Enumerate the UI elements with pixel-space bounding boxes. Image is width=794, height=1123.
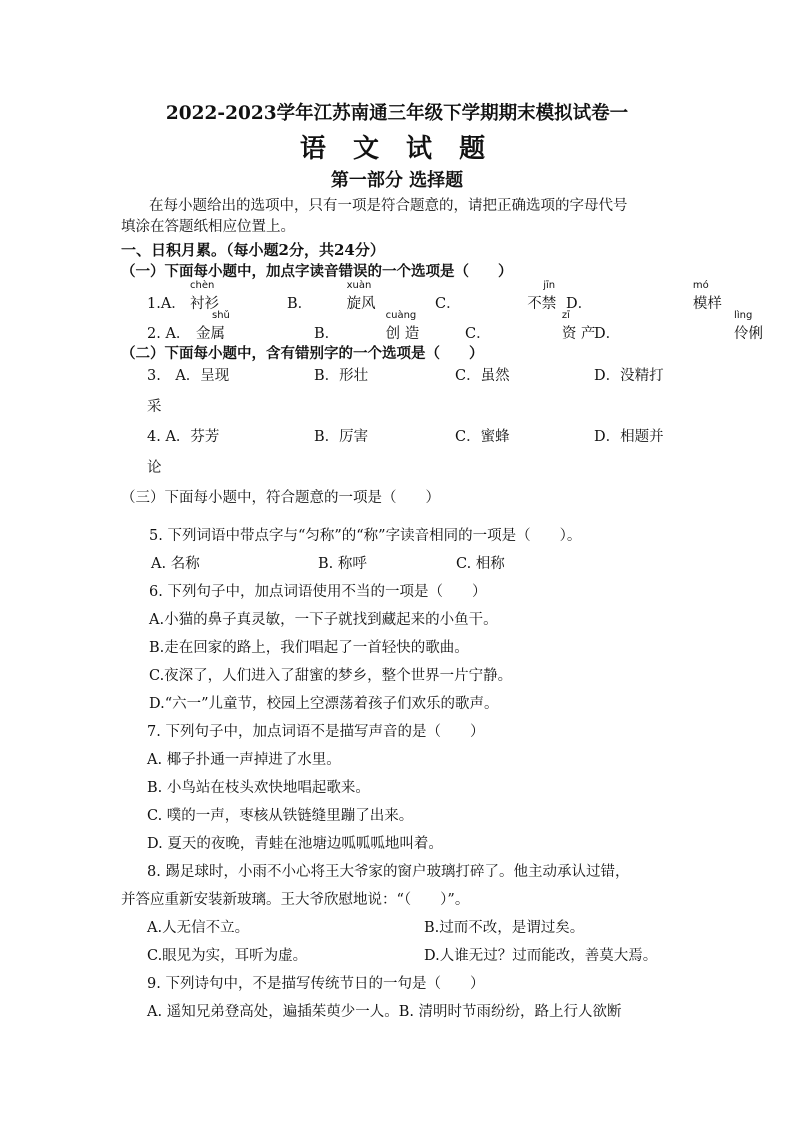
q7-option-d: D. 夏天的夜晚，青蛙在池塘边呱呱呱地叫着。 [147,836,443,852]
instruction-line-2: 填涂在答题纸相应位置上。 [121,219,295,235]
q5-stem: 5. 下列词语中带点字与“匀称”的“称”字读音相同的一项是（ ）。 [149,528,582,544]
q4-option-d: D．相题并 [594,429,664,445]
q6-option-b: B.走在回家的路上，我们唱起了一首轻快的歌曲。 [149,640,469,656]
q8-option-d: D.人谁无过？过而能改，善莫大焉。 [424,948,658,964]
q2-c-label: C． [465,326,491,342]
q1-option-b [346,280,376,314]
q6-option-d: D.“六一”儿童节，校园上空漂荡着孩子们欢乐的歌声。 [149,696,499,712]
q3-option-d-wrap: 采 [147,399,162,415]
q3-option-c: C．虽然 [455,368,510,384]
q7-stem: 7. 下列句子中，加点词语不是描写声音的是（ ） [147,724,485,740]
q2-d-label: D． [594,326,621,342]
q5-option-b: B. 称呼 [318,556,367,572]
q6-option-c: C.夜深了，人们进入了甜蜜的梦乡，整个世界一片宁静。 [149,668,513,684]
q1-c-word: 不禁 [527,296,557,312]
q1-number: 1.A． [147,296,186,312]
q9-stem: 9. 下列诗句中，不是描写传统节日的一句是（ ） [147,976,485,992]
q1-c-label: C． [435,296,461,312]
q1-d-pinyin: mó [692,280,709,291]
q5-option-a: A. 名称 [151,556,200,572]
q2-b-label: B． [314,326,340,342]
q2-d-pinyin: lìng [734,310,753,321]
q1-a-word: 衬衫 [190,296,219,312]
q2-c-pinyin: zī [561,310,570,321]
exam-title: 2022-2023学年江苏南通三年级下学期期末模拟试卷一 [165,103,629,124]
q1-c-pinyin: jīn [543,280,556,291]
q4-option-a: 4. A．芬芳 [147,429,220,445]
q2-a-word: 金属 [196,326,225,342]
q2-b-pinyin: cuàng [385,310,417,321]
q1-d-word: 模样 [692,296,722,312]
q2-option-a [196,310,230,344]
question-2 [0,310,794,344]
q3-option-d: D．没精打 [594,368,664,384]
subsection-1-heading: （一）下面每小题中，加点字读音错误的一个选项是（ ） [121,263,513,280]
subsection-3-heading: （三）下面每小题中，符合题意的一项是（ ） [121,490,440,506]
q2-option-b [385,310,420,344]
q3-option-b: B．形壮 [314,368,369,384]
q4-option-b: B．厉害 [314,429,369,445]
subject-title: 语 文 试 题 [299,134,495,164]
q2-number: 2. A． [147,326,191,342]
instruction-line-1: 在每小题给出的选项中，只有一项是符合题意的，请把正确选项的字母代号 [149,198,628,214]
q8-option-b: B.过而不改，是谓过矣。 [424,920,585,936]
subsection-2-heading: （二）下面每小题中，含有错别字的一个选项是（ ） [121,345,484,362]
q2-option-c [561,310,596,344]
section-1-heading: 一、日积月累。（每小题2分，共24分） [121,241,385,259]
part-title: 第一部分 选择题 [330,170,464,191]
q1-option-d [692,280,722,314]
q1-a-pinyin: chèn [190,280,215,291]
q5-option-c: C. 相称 [456,556,505,572]
q9-options-a-b: A. 遥知兄弟登高处，遍插茱萸少一人。B. 清明时节雨纷纷，路上行人欲断 [147,1004,622,1020]
q4-option-c: C．蜜蜂 [455,429,510,445]
q2-b-word: 创 造 [385,326,420,342]
q2-d-word: 伶俐 [734,326,764,342]
q7-option-b: B. 小鸟站在枝头欢快地唱起歌来。 [147,780,370,796]
q1-b-word: 旋风 [346,296,376,312]
q8-stem-line-2: 并答应重新安装新玻璃。王大爷欣慰地说：“（ ）”。 [121,892,470,908]
q1-d-label: D． [566,296,593,312]
q2-a-pinyin: shǔ [212,310,230,321]
q1-b-label: B． [287,296,313,312]
q3-option-a: 3. A．呈现 [147,368,230,384]
q7-option-c: C. 噗的一声，枣核从铁链缝里蹦了出来。 [147,808,414,824]
q1-option-c [527,280,557,314]
q8-option-a: A.人无信不立。 [147,920,250,936]
q8-option-c: C.眼见为实，耳听为虚。 [147,948,308,964]
q6-option-a: A.小猫的鼻子真灵敏，一下子就找到藏起来的小鱼干。 [149,612,498,628]
q1-b-pinyin: xuàn [346,280,372,291]
q7-option-a: A. 椰子扑通一声掉进了水里。 [147,752,341,768]
q4-option-d-wrap: 论 [147,460,162,476]
q2-option-d [734,310,764,344]
q6-stem: 6. 下列句子中，加点词语使用不当的一项是（ ） [149,584,487,600]
q8-stem-line-1: 8. 踢足球时，小雨不小心将王大爷家的窗户玻璃打碎了。他主动承认过错， [147,864,630,880]
q2-c-word: 资 产 [561,326,596,342]
